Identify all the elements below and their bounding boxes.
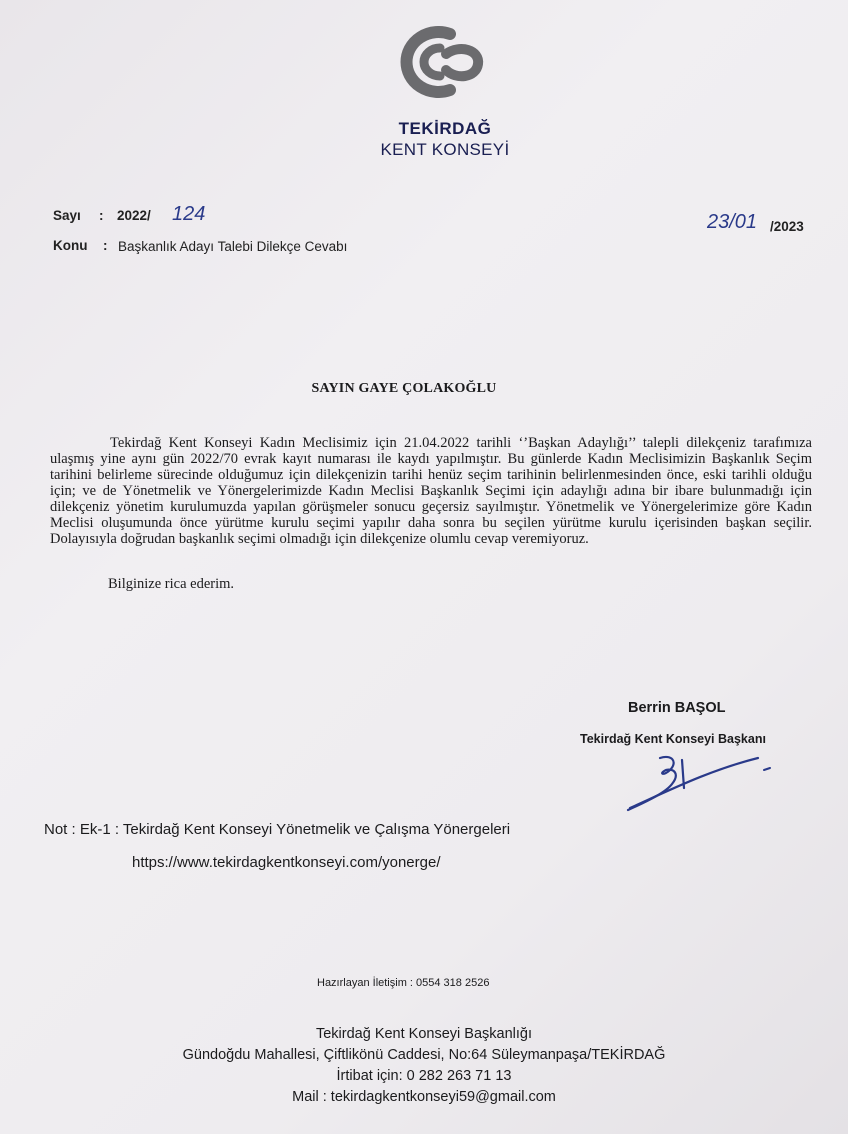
handwritten-signature-icon (620, 740, 780, 820)
konu-colon: : (103, 238, 108, 253)
signatory-name: Berrin BAŞOL (628, 700, 726, 716)
sayi-number-handwritten: 124 (172, 203, 206, 225)
org-name-line2: KENT KONSEYİ (380, 140, 510, 159)
attachment-url[interactable]: https://www.tekirdagkentkonseyi.com/yonerge/ (132, 854, 441, 871)
closing-line: Bilginize rica ederim. (108, 576, 235, 592)
organization-name (0, 118, 848, 160)
attachment-note: Not : Ek-1 : Tekirdağ Kent Konseyi Yönetmelik ve Çalışma Yönergeleri (44, 821, 511, 838)
sayi-year: 2022/ (117, 208, 151, 223)
prepared-by-contact: Hazırlayan İletişim : 0554 318 2526 (317, 977, 490, 989)
body-paragraph: Tekirdağ Kent Konseyi Kadın Meclisimiz için 21.04.2022 tarihli ‘’Başkan Adaylığı’’ talepli dilekçeniz tarafımıza ulaşmış yine aynı gün 2022/70 evrak kayıt numarası ile kaydı yapılmıştır. Bu günlerde Kadın Meclisimizin Başkanlık Seçim tarihini belirleme sürecinde olduğumuz için dilekçenizin tarihi henüz seçim tarihinin belirlenmesinden önce, eski tarihli olduğu için; ve de Yönetmelik ve Yönergelerimizde Kadın Meclisi Başkanlık Seçimi için adaylığı adına bir ibare bulunmadığı için dilekçeniz yönetim kurulumuzda yapılan görüşmeler sonucu geçersiz sayılmıştır. Yönetmelik ve Yönergelerimize göre Kadın Meclisi oluşumunda önce yürütme kurulu seçimi yapılır daha sonra bu seçilen yürütme kurulu içerisinden başkan seçilir. Dolayısıyla doğrudan başkanlık seçimi olmadığı için dilekçenize olumlu cevap veremiyoruz. (50, 435, 812, 547)
date-year: /2023 (770, 219, 804, 234)
signatory-title: Tekirdağ Kent Konseyi Başkanı (580, 732, 766, 746)
sayi-label: Sayı (53, 208, 81, 223)
footer-phone: İrtibat için: 0 282 263 71 13 (336, 1068, 512, 1084)
salutation: SAYIN GAYE ÇOLAKOĞLU (311, 381, 497, 396)
sayi-colon: : (99, 208, 104, 223)
konu-label: Konu (53, 238, 88, 253)
letter-body (50, 435, 812, 547)
kent-konseyi-logo-icon (390, 26, 484, 98)
footer-email: Mail : tekirdagkentkonseyi59@gmail.com (292, 1089, 556, 1105)
date-handwritten: 23/01 (707, 211, 758, 233)
footer-address-block (0, 1024, 848, 1108)
org-name-line1: TEKİRDAĞ (398, 119, 492, 138)
konu-text: Başkanlık Adayı Talebi Dilekçe Cevabı (118, 239, 348, 254)
footer-org-name: Tekirdağ Kent Konseyi Başkanlığı (315, 1026, 532, 1042)
footer-address: Gündoğdu Mahallesi, Çiftlikönü Caddesi, No:64 Süleymanpaşa/TEKİRDAĞ (182, 1047, 666, 1063)
